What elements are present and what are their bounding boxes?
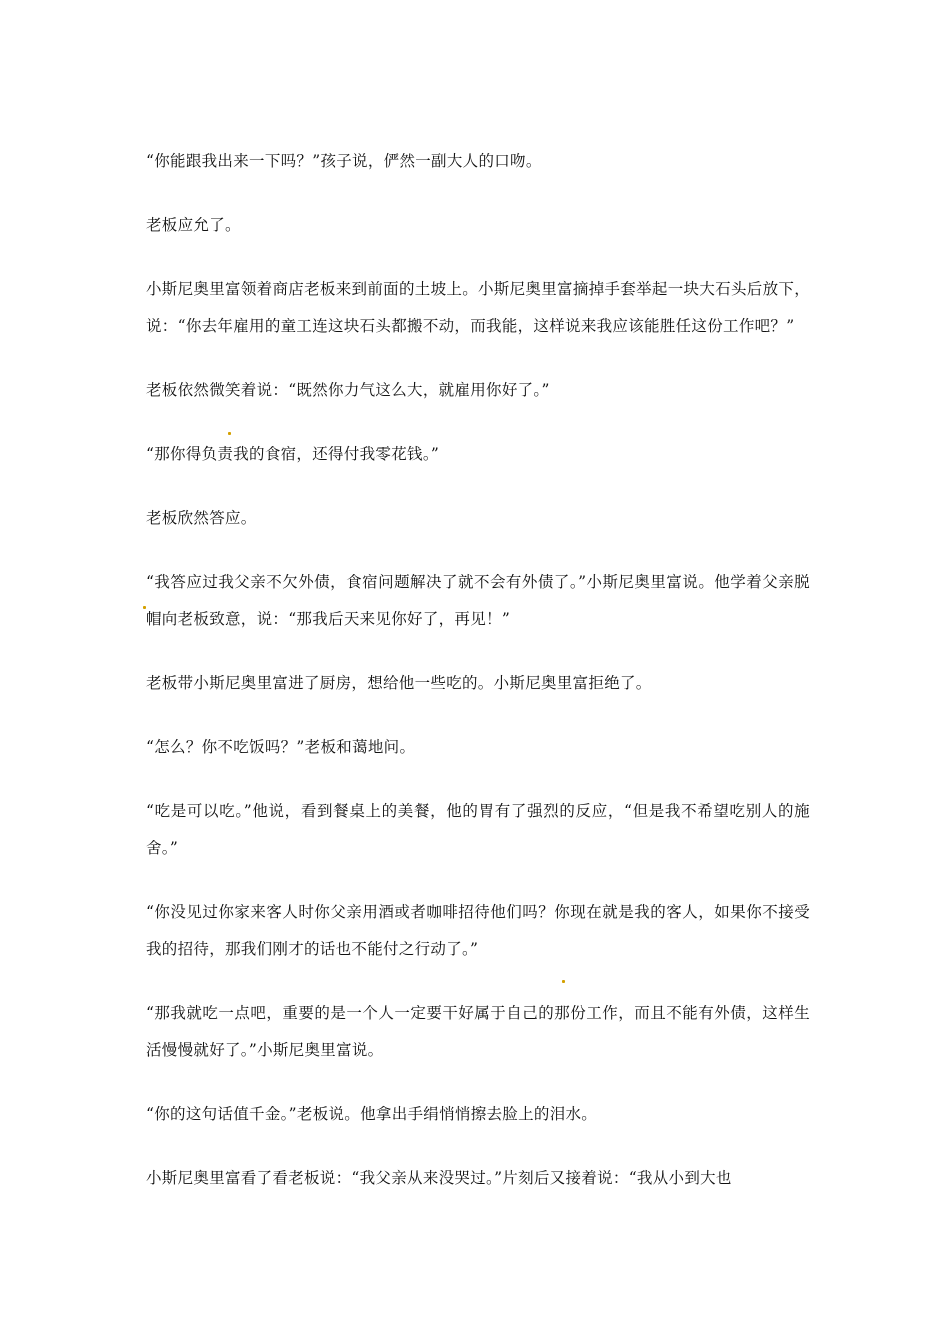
document-body bbox=[146, 143, 810, 1224]
paragraph-1: “你能跟我出来一下吗？”孩子说，俨然一副大人的口吻。 bbox=[146, 152, 542, 170]
paragraph-7: “我答应过我父亲不欠外债，食宿问题解决了就不会有外债了。”小斯尼奥里富说。他学着父亲脱帽向老板致意，说：“那我后天来见你好了，再见！” bbox=[146, 573, 810, 628]
paragraph-13: “你的这句话值千金。”老板说。他拿出手绢悄悄擦去脸上的泪水。 bbox=[146, 1105, 598, 1123]
paragraph-2: 老板应允了。 bbox=[146, 216, 241, 234]
marker-dot-1 bbox=[228, 432, 231, 435]
paragraph-14: 小斯尼奥里富看了看老板说：“我父亲从来没哭过。”片刻后又接着说：“我从小到大也 bbox=[146, 1169, 732, 1187]
paragraph-11: “你没见过你家来客人时你父亲用酒或者咖啡招待他们吗？你现在就是我的客人，如果你不接受我的招待，那我们刚才的话也不能付之行动了。” bbox=[146, 903, 810, 958]
paragraph-12: “那我就吃一点吧，重要的是一个人一定要干好属于自己的那份工作，而且不能有外债，这样生活慢慢就好了。”小斯尼奥里富说。 bbox=[146, 1004, 810, 1059]
paragraph-4: 老板依然微笑着说：“既然你力气这么大，就雇用你好了。” bbox=[146, 381, 550, 399]
paragraph-5: “那你得负责我的食宿，还得付我零花钱。” bbox=[146, 445, 440, 463]
paragraph-8: 老板带小斯尼奥里富进了厨房，想给他一些吃的。小斯尼奥里富拒绝了。 bbox=[146, 674, 652, 692]
paragraph-3: 小斯尼奥里富领着商店老板来到前面的土坡上。小斯尼奥里富摘掉手套举起一块大石头后放下，说：“你去年雇用的童工连这块石头都搬不动，而我能，这样说来我应该能胜任这份工作吧？” bbox=[146, 280, 810, 335]
marker-dot-2 bbox=[143, 606, 146, 609]
marker-dot-3 bbox=[562, 980, 565, 983]
paragraph-10: “吃是可以吃。”他说，看到餐桌上的美餐，他的胃有了强烈的反应，“但是我不希望吃别人的施舍。” bbox=[146, 802, 810, 857]
paragraph-6: 老板欣然答应。 bbox=[146, 509, 257, 527]
paragraph-9: “怎么？你不吃饭吗？”老板和蔼地问。 bbox=[146, 738, 416, 756]
